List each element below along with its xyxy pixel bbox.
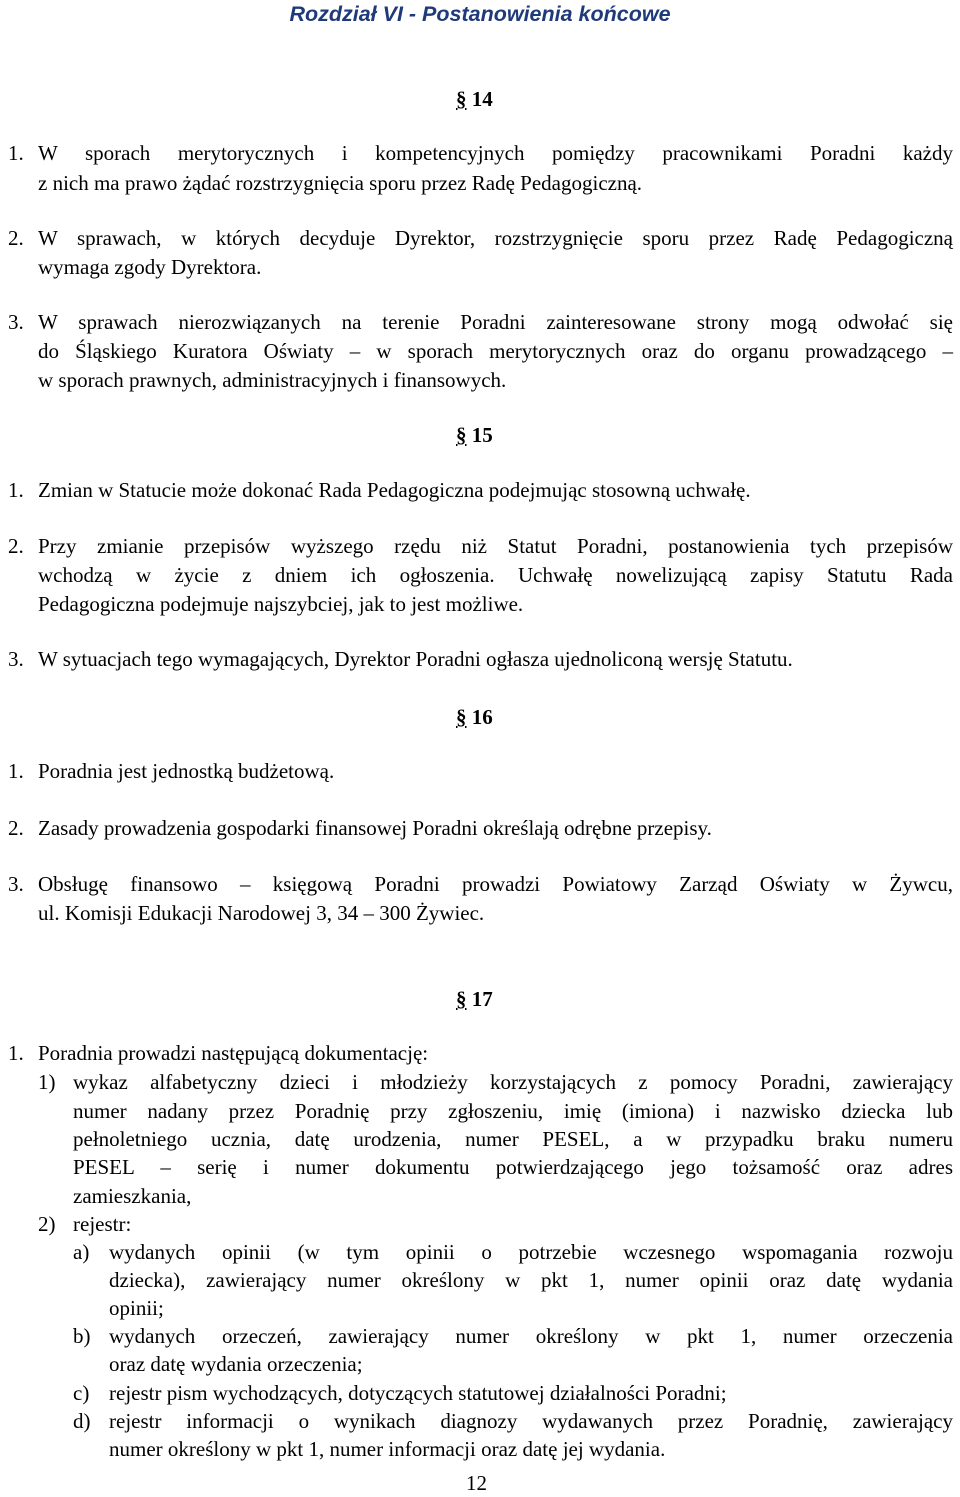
section-heading-17 [456,985,493,1013]
section-mark: § [456,705,467,729]
section-number: 16 [471,705,493,729]
paragraph-line: ul. Komisji Edukacji Narodowej 3, 34 – 300 Żywiec. [38,901,485,925]
list-item-number: 2) [38,1212,56,1236]
paragraph-line: Obsługę finansowo – księgową Poradni prowadzi Powiatowy Zarząd Oświaty w Żywcu, [38,872,953,896]
section-heading-14 [456,85,493,113]
paragraph-line: Poradnia jest jednostką budżetową. [38,759,335,783]
paragraph-line: W sprawach, w których decyduje Dyrektor, rozstrzygnięcie sporu przez Radę Pedagogiczną [38,226,953,250]
paragraph-line: wchodzą w życie z dniem ich ogłoszenia. Uchwałę nowelizującą zapisy Statutu Rada [38,563,953,587]
section-heading-16 [456,703,493,731]
sub-item-line: numer określony w pkt 1, numer informacji oraz datę jej wydania. [109,1437,666,1461]
chapter-title: Rozdział VI - Postanowienia końcowe [289,2,671,26]
paragraph-line: Poradnia prowadzi następującą dokumentację: [38,1041,429,1065]
paragraph-line: Zasady prowadzenia gospodarki finansowej Poradni określają odrębne przepisy. [38,816,712,840]
sub-item-line: oraz datę wydania orzeczenia; [109,1352,363,1376]
paragraph-number: 2. [8,534,24,558]
paragraph-line: Zmian w Statucie może dokonać Rada Pedagogiczna podejmując stosowną uchwałę. [38,478,751,502]
paragraph-line: do Śląskiego Kuratora Oświaty – w sporach merytorycznych oraz do organu prowadzącego – [38,339,953,363]
list-item-number: 1) [38,1070,56,1094]
paragraph-line: W sporach merytorycznych i kompetencyjnych pomiędzy pracownikami Poradni każdy [38,141,953,165]
sub-item-line: wydanych opinii (w tym opinii o potrzebie wczesnego wspomagania rozwoju [109,1240,953,1264]
list-item-line: rejestr: [73,1212,132,1236]
paragraph-number: 3. [8,310,24,334]
section-mark: § [456,987,467,1011]
sub-item-letter: b) [73,1324,91,1348]
paragraph-number: 1. [8,759,24,783]
paragraph-line: W sytuacjach tego wymagających, Dyrektor Poradni ogłasza ujednoliconą wersję Statutu. [38,647,793,671]
paragraph-number: 3. [8,647,24,671]
sub-item-letter: d) [73,1409,91,1433]
paragraph-number: 1. [8,1041,24,1065]
paragraph-line: Przy zmianie przepisów wyższego rzędu niż Statut Poradni, postanowienia tych przepisów [38,534,953,558]
section-number: 17 [471,987,493,1011]
paragraph-number: 3. [8,872,24,896]
list-item-line: PESEL – serię i numer dokumentu potwierdzającego jego tożsamość oraz adres [73,1155,953,1179]
list-item-line: pełnoletniego ucznia, datę urodzenia, numer PESEL, a w przypadku braku numeru [73,1127,953,1151]
paragraph-line: W sprawach nierozwiązanych na terenie Poradni zainteresowane strony mogą odwołać się [38,310,953,334]
paragraph-number: 2. [8,226,24,250]
sub-item-line: dziecka), zawierający numer określony w pkt 1, numer opinii oraz datę wydania [109,1268,953,1292]
paragraph-line: wymaga zgody Dyrektora. [38,255,262,279]
list-item-line: zamieszkania, [73,1184,192,1208]
page-number: 12 [466,1471,487,1495]
section-heading-15 [456,421,493,449]
sub-item-line: wydanych orzeczeń, zawierający numer określony w pkt 1, numer orzeczenia [109,1324,953,1348]
section-number: 15 [471,423,493,447]
sub-item-letter: c) [73,1381,90,1405]
section-mark: § [456,423,467,447]
sub-item-letter: a) [73,1240,90,1264]
list-item-line: numer nadany przez Poradnię przy zgłoszeniu, imię (imiona) i nazwisko dziecka lub [73,1099,953,1123]
paragraph-number: 2. [8,816,24,840]
sub-item-line: rejestr informacji o wynikach diagnozy wydawanych przez Poradnię, zawierający [109,1409,953,1433]
paragraph-number: 1. [8,478,24,502]
paragraph-line: Pedagogiczna podejmuje najszybciej, jak to jest możliwe. [38,592,524,616]
section-mark: § [456,87,467,111]
section-number: 14 [471,87,493,111]
paragraph-line: z nich ma prawo żądać rozstrzygnięcia sporu przez Radę Pedagogiczną. [38,171,643,195]
sub-item-line: opinii; [109,1296,164,1320]
paragraph-line: w sporach prawnych, administracyjnych i finansowych. [38,368,507,392]
sub-item-line: rejestr pism wychodzących, dotyczących statutowej działalności Poradni; [109,1381,727,1405]
list-item-line: wykaz alfabetyczny dzieci i młodzieży korzystających z pomocy Poradni, zawierający [73,1070,953,1094]
paragraph-number: 1. [8,141,24,165]
